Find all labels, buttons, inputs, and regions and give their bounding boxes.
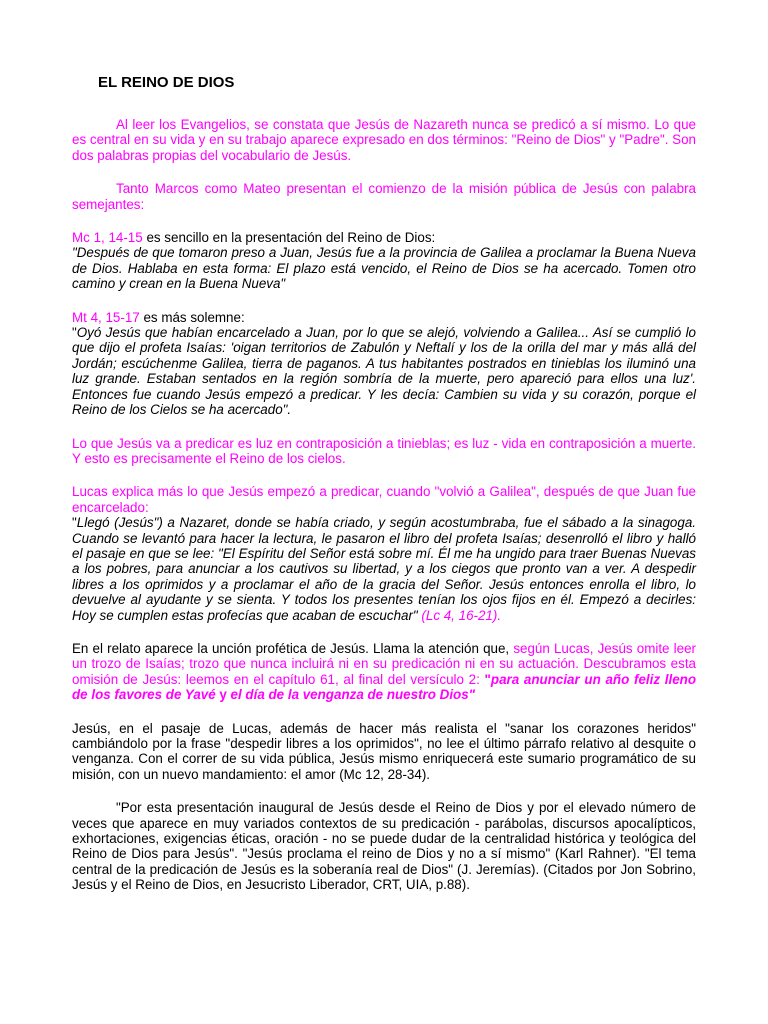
paragraph-pasaje: Jesús, en el pasaje de Lucas, además de hacer más realista el "sanar los corazones heridos" cambiándolo por la frase "despedir libres a los oprimidos", no lee el último párrafo relativo al desquite o venganza. Con el correr de su vida pública, Jesús mismo enriquecerá este sumario programático de su misión, con un nuevo mandamiento: el amor (Mc 12, 28-34). — [72, 720, 696, 782]
paragraph-lucas — [72, 484, 696, 623]
paragraph-intro: Al leer los Evangelios, se constata que Jesús de Nazareth nunca se predicó a sí mismo. Lo que es central en su vida y en su trabajo aparece expresado en dos términos: "Reino de Dios" y "Padre". Son dos palabras propias del vocabulario de Jesús. — [72, 117, 696, 163]
lc-quote: Llegó (Jesús") a Nazaret, donde se había criado, y según acostumbraba, fue el sábado a la sinagoga. Cuando se levantó para hacer la lectura, le pasaron el libro del profeta Isaías; desenrolló el libro y halló el pasaje en que se lee: "El Espíritu del Señor está sobre mí. Él me ha ungido para traer Buenas Nuevas a los pobres, para anunciar a los cautivos su libertad, y a los ciegos que pronto van a ver. A despedir libres a los oprimidos y a proclamar el año de la gracia del Señor. Jesús entonces enrolla el libro, lo devuelve al ayudante y se sienta. Y todos los presentes tenían los ojos fijos en él. Empezó a decirles: Hoy se cumplen estas profecías que acaban de escuchar" — [72, 515, 696, 623]
uncion-conj: y — [215, 687, 231, 703]
paragraph-cita-final: "Por esta presentación inaugural de Jesús desde el Reino de Dios y por el elevado número de veces que aparece en muy variados contextos de su predicación - parábolas, discursos apocalípticos, exhortaciones, exigencias éticas, oración - no se puede dudar de la centralidad histórica y teológica del Reino de Dios para Jesús". "Jesús proclama el reino de Dios y no a sí mismo" (Karl Rahner). "El tema central de la predicación de Jesús es la soberanía real de Dios" (J. Jeremías). (Citados por Jon Sobrino, Jesús y el Reino de Dios, en Jesucristo Liberador, CRT, UIA, p.88). — [72, 800, 696, 893]
lc-reference: (Lc 4, 16-21). — [417, 607, 502, 623]
uncion-quote-open: " — [484, 671, 491, 687]
mc-quote: "Después de que tomaron preso a Juan, Jesús fue a la provincia de Galilea a proclamar la Buena Nueva de Dios. Hablaba en esta forma: El plazo está vencido, el Reino de Dios se ha acercado. Tomen otro camino y crean en la Buena Nueva" — [72, 245, 696, 292]
lc-quote-open: " — [72, 515, 77, 531]
uncion-quote-b: el día de la venganza de nuestro Dios" — [230, 687, 476, 703]
page-title: EL REINO DE DIOS — [98, 74, 235, 91]
mc-intro: es sencillo en la presentación del Reino de Dios: — [142, 230, 436, 246]
mt-reference: Mt 4, 15-17 — [72, 309, 140, 325]
paragraph-luz: Lo que Jesús va a predicar es luz en contraposición a tinieblas; es luz - vida en contraposición a muerte. Y esto es precisamente el Reino de los cielos. — [72, 435, 696, 466]
paragraph-uncion — [72, 641, 696, 703]
mc-reference: Mc 1, 14-15 — [72, 230, 143, 246]
uncion-text-b: según Lucas, Jesús omite leer un trozo de Isaías; trozo que nunca incluirá ni en su predicación ni en su actuación. Descubramos esta omisión de Jesús: leemos en el capítulo 61, al final del versículo 2: — [72, 640, 696, 687]
paragraph-mc — [72, 230, 696, 292]
paragraph-mt — [72, 310, 696, 418]
uncion-quote-a: para anunciar un año feliz lleno de los favores de Yavé — [72, 671, 696, 703]
paragraph-marcos-mateo: Tanto Marcos como Mateo presentan el comienzo de la misión pública de Jesús con palabra semejantes: — [72, 181, 696, 212]
mt-intro: es más solemne: — [139, 309, 245, 325]
mt-quote: Oyó Jesús que habían encarcelado a Juan, por lo que se alejó, volviendo a Galilea... Así se cumplió lo que dijo el profeta Isaías: 'oigan territorios de Zabulón y Neftalí y los de la orilla del mar y más allá del Jordán; escúchenme Galilea, tierra de paganos. A tus habitantes postrados en tinieblas los iluminó una luz grande. Estaban sentados en la región sombría de la muerte, pero apareció para ellos una luz'. Entonces fue cuando Jesús empezó a predicar. Y les decía: Cambien su vida y su corazón, porque el Reino de los Cielos se ha acercado". — [72, 325, 696, 418]
mt-quote-open: " — [72, 325, 77, 341]
lc-intro: Lucas explica más lo que Jesús empezó a predicar, cuando "volvió a Galilea", después de que Juan fue encarcelado: — [72, 484, 696, 515]
uncion-text-a: En el relato aparece la unción profética de Jesús. Llama la atención que, — [72, 640, 514, 656]
